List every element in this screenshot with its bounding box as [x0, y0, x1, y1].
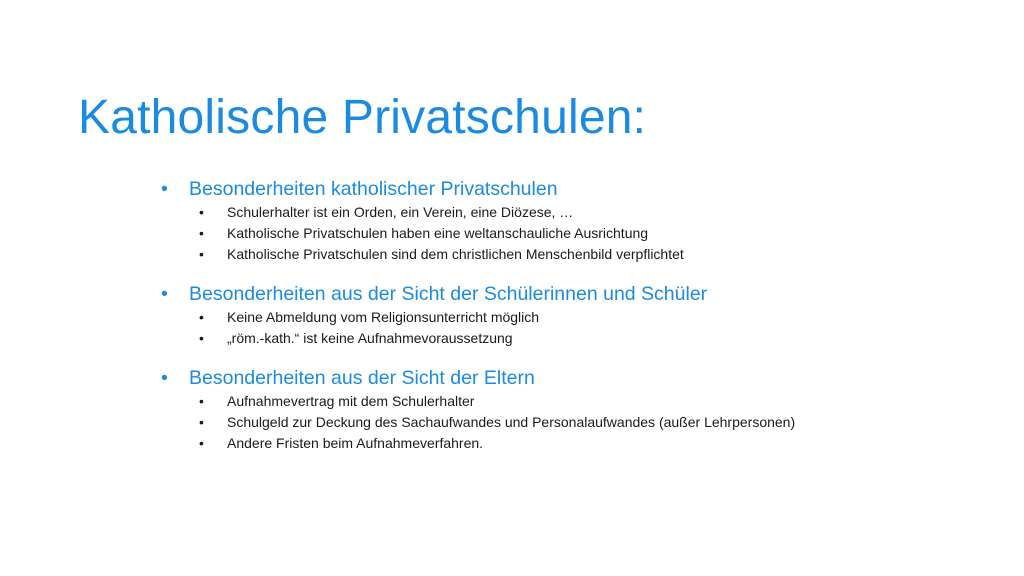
section-heading-text: Besonderheiten aus der Sicht der Schülerinnen und Schüler — [189, 283, 708, 305]
section-heading-text: Besonderheiten katholischer Privatschulen — [189, 178, 558, 200]
list-item-text: Andere Fristen beim Aufnahmeverfahren. — [227, 435, 484, 451]
list-item — [161, 433, 961, 454]
bullet-icon: • — [199, 414, 204, 430]
list-item-text: Katholische Privatschulen haben eine weltanschauliche Ausrichtung — [227, 225, 649, 241]
list-item — [161, 391, 961, 412]
list-item — [161, 328, 961, 349]
sub-list — [161, 391, 961, 454]
bullet-icon: • — [161, 367, 168, 389]
bullet-icon: • — [199, 330, 204, 346]
slide-content — [161, 176, 961, 454]
sub-list — [161, 202, 961, 265]
bullet-icon: • — [199, 204, 204, 220]
section-heading — [161, 176, 961, 202]
list-item-text: Schulgeld zur Deckung des Sachaufwandes und Personalaufwandes (außer Lehrpersonen) — [227, 414, 796, 430]
section-schueler — [161, 281, 961, 349]
bullet-icon: • — [161, 283, 168, 305]
bullet-icon: • — [199, 246, 204, 262]
section-heading — [161, 281, 961, 307]
section-heading — [161, 365, 961, 391]
bullet-icon: • — [199, 435, 204, 451]
section-eltern — [161, 365, 961, 454]
section-katholische-privatschulen — [161, 176, 961, 265]
section-heading-text: Besonderheiten aus der Sicht der Eltern — [189, 367, 535, 389]
list-item — [161, 223, 961, 244]
bullet-icon: • — [161, 178, 168, 200]
list-item — [161, 244, 961, 265]
list-item — [161, 202, 961, 223]
list-item-text: Katholische Privatschulen sind dem christlichen Menschenbild verpflichtet — [227, 246, 684, 262]
list-item — [161, 307, 961, 328]
list-item — [161, 412, 961, 433]
bullet-icon: • — [199, 393, 204, 409]
list-item-text: Aufnahmevertrag mit dem Schulerhalter — [227, 393, 475, 409]
slide-title: Katholische Privatschulen: — [78, 91, 647, 144]
list-item-text: Keine Abmeldung vom Religionsunterricht möglich — [227, 309, 540, 325]
sub-list — [161, 307, 961, 349]
list-item-text: „röm.-kath.“ ist keine Aufnahmevoraussetzung — [227, 330, 513, 346]
bullet-icon: • — [199, 225, 204, 241]
bullet-icon: • — [199, 309, 204, 325]
list-item-text: Schulerhalter ist ein Orden, ein Verein, eine Diözese, … — [227, 204, 574, 220]
